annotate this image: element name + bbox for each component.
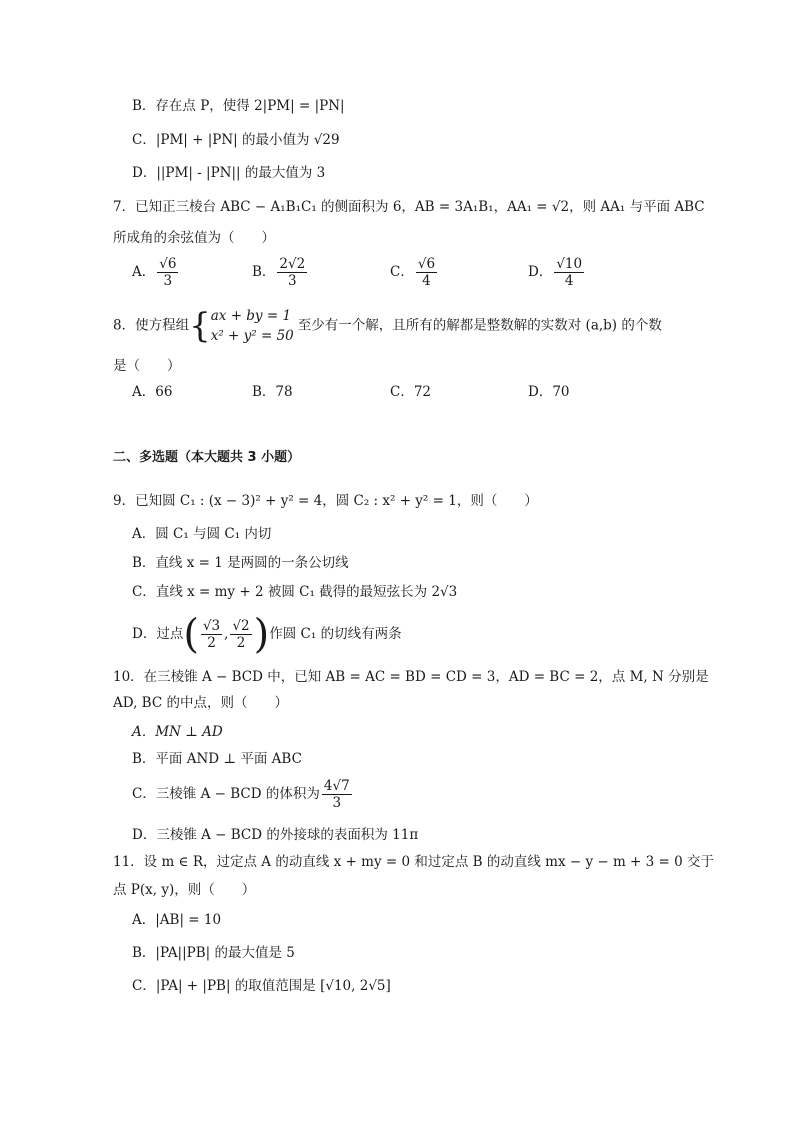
q7-d-denominator: 4 (564, 273, 574, 289)
q11-option-c: C．|PA| + |PB| 的取值范围是 [√10, 2√5] (132, 978, 391, 994)
q7-b-numerator: 2√2 (279, 256, 306, 272)
q11-stem-line2: 点 P(x, y)，则（ ） (113, 882, 256, 898)
q8-stem-line1: 8．使方程组{ ax + by = 1 x² + y² = 50 至少有一个解，且所有的解都是整数解的实数对 (a,b) 的个数 (113, 306, 662, 346)
q10-option-d: D．三棱锥 A − BCD 的外接球的表面积为 11π (132, 827, 419, 843)
q7-option-a: A． $\frac{√6}{3}$ (132, 256, 177, 289)
q10-option-b: B．平面 AND ⊥ 平面 ABC (132, 751, 302, 767)
q8-option-c: C．72 (390, 384, 432, 400)
q6-option-d: D．||PM| - |PN|| 的最大值为 3 (132, 165, 326, 181)
q9-option-c: C．直线 x = my + 2 被圆 C₁ 截得的最短弦长为 2√3 (132, 584, 458, 600)
q7-a-denominator: 3 (163, 273, 173, 289)
q10-stem-line2: AD, BC 的中点，则（ ） (113, 695, 288, 711)
q7-option-c: C． $\frac{√6}{4}$ (390, 256, 436, 289)
q8-option-b: B．78 (252, 384, 293, 400)
q6-option-b: B．存在点 P，使得 2|PM| = |PN| (132, 98, 345, 114)
q11-option-a: A．|AB| = 10 (132, 912, 222, 928)
q7-c-numerator: √6 (417, 256, 436, 272)
q8-option-a: A．66 (132, 384, 173, 400)
q8-equation-system: ax + by = 1 x² + y² = 50 (210, 308, 294, 344)
q10-option-a: A．MN ⊥ AD (132, 724, 223, 740)
q7-a-numerator: √6 (159, 256, 177, 272)
q7-b-denominator: 3 (288, 273, 297, 289)
q9-stem: 9．已知圆 C₁ : (x − 3)² + y² = 4，圆 C₂ : x² + y² = 1，则（ ） (113, 493, 538, 509)
q7-option-d: D． $\frac{√10}{4}$ (528, 256, 583, 289)
q11-stem-line1: 11．设 m ∈ R，过定点 A 的动直线 x + my = 0 和过定点 B 的动直线 mx − y − m + 3 = 0 交于 (113, 854, 715, 870)
q8-option-d: D．70 (528, 384, 570, 400)
q9-option-d: D．过点( $\frac{√3}{2}$ , $\frac{√2}{2}$ )作圆 C₁ 的切线有两条 (132, 611, 402, 658)
q8-brace: { (189, 306, 211, 346)
q6-option-c: C．|PM| + |PN| 的最小值为 √29 (132, 132, 340, 148)
q9-option-b: B．直线 x = 1 是两圆的一条公切线 (132, 555, 349, 571)
q7-d-numerator: √10 (556, 256, 583, 272)
q8-stem-line2: 是（ ） (113, 358, 181, 374)
q10-stem-line1: 10．在三棱锥 A − BCD 中，已知 AB = AC = BD = CD = 3，AD = BC = 2，点 M, N 分别是 (113, 669, 709, 685)
q11-option-b: B．|PA||PB| 的最大值是 5 (132, 945, 295, 961)
q10-option-c: C．三棱锥 A − BCD 的体积为 $\frac{4√7}{3}$ (132, 778, 350, 811)
q7-option-b: B． $\frac{2√2}{3}$ (252, 256, 306, 289)
q9-option-a: A．圆 C₁ 与圆 C₁ 内切 (132, 526, 272, 542)
q7-stem-line1: 7．已知正三棱台 ABC − A₁B₁C₁ 的侧面积为 6，AB = 3A₁B₁，AA₁ = √2，则 AA₁ 与平面 ABC (113, 199, 705, 215)
q7-c-denominator: 4 (422, 273, 431, 289)
section-heading-multi-choice: 二、多选题（本大题共 3 小题） (113, 450, 301, 465)
q7-stem-line2: 所成角的余弦值为（ ） (113, 230, 275, 246)
